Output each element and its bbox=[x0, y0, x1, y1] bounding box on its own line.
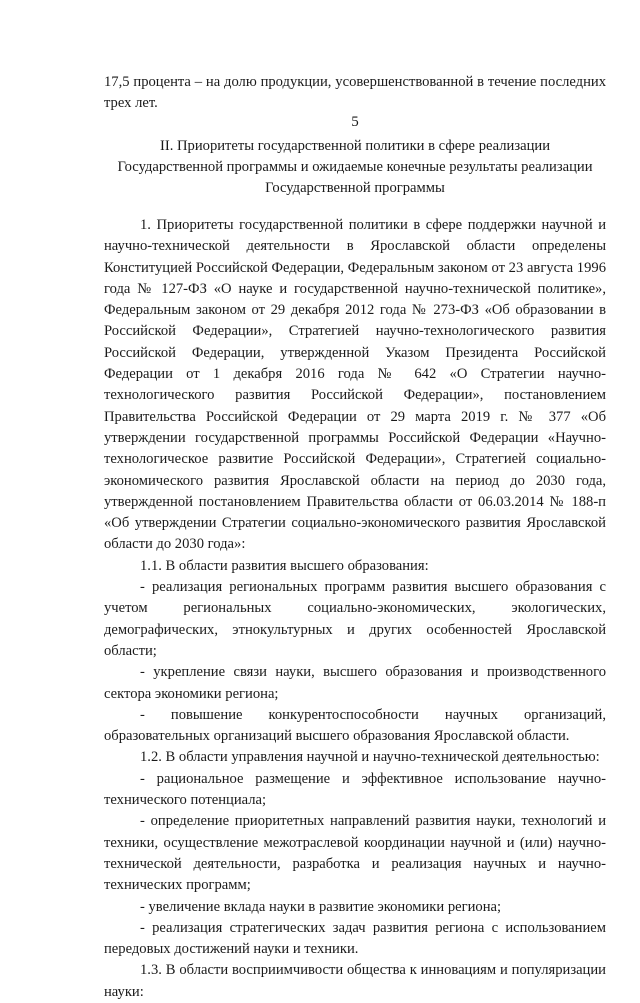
list-item: - определение приоритетных направлений развития науки, технологий и техники, осуществление межотраслевой координации научной и (или) научно-технической деятельности, разработка и реализация научных и научно-технических программ; bbox=[104, 813, 606, 894]
section-heading-line: II. Приоритеты государственной политики в сфере реализации bbox=[159, 138, 551, 154]
list-item: - реализация региональных программ развития высшего образования с учетом региональных социально-экономических, экологических, демографических, этнокультурных и других особенностей Ярославской области; bbox=[104, 579, 606, 659]
subsection-heading: 1.3. В области восприимчивости общества к инновациям и популяризации науки: bbox=[104, 962, 606, 1000]
list-item: - повышение конкурентоспособности научных организаций, образовательных организаций высшего образования Ярославской области. bbox=[104, 706, 606, 745]
list-item: - реализация стратегических задач развития региона с использованием передовых достижений науки и техники. bbox=[104, 919, 606, 958]
section-heading bbox=[104, 136, 606, 199]
document-page bbox=[0, 72, 640, 1000]
paragraph: 1. Приоритеты государственной политики в сфере поддержки научной и научно-технической деятельности в Ярославской области определены Конституцией Российской Федерации, Федеральным законом от 23 августа 1996 года № 127-ФЗ «О науке и государственной научно-технической политике», Федеральным законом от 29 декабря 2012 года № 273-ФЗ «Об образовании в Российской Федерации», Стратегией научно-технологического развития Российской Федерации, утвержденной Указом Президента Российской Федерации от 1 декабря 2016 года № 642 «О Стратегии научно-технологического развития Российской Федерации», постановлением Правительства Российской Федерации от 29 марта 2019 г. № 377 «Об утверждении государственной программы Российской Федерации «Научно-технологическое развитие Российской Федерации», Стратегией социально-экономического развития Ярославской области на период до 2030 года, утвержденной постановлением Правительства области от 06.03.2014 № 188-п «Об утверждении Стратегии социально-экономического развития Ярославской области до 2030 года»: bbox=[104, 217, 606, 553]
section-heading-line: Государственной программы bbox=[265, 180, 445, 196]
section-heading-line: Государственной программы и ожидаемые конечные результаты реализации bbox=[117, 159, 593, 175]
subsection-heading: 1.2. В области управления научной и научно-технической деятельностью: bbox=[140, 749, 600, 766]
page-number: 5 bbox=[351, 114, 359, 130]
list-item: - рациональное размещение и эффективное использование научно-технического потенциала; bbox=[104, 770, 606, 809]
list-item: - увеличение вклада науки в развитие экономики региона; bbox=[140, 898, 502, 915]
list-item: - укрепление связи науки, высшего образования и производственного сектора экономики региона; bbox=[104, 664, 606, 702]
intro-paragraph: 17,5 процента – на долю продукции, усовершенствованной в течение последних трех лет. bbox=[104, 74, 606, 111]
subsection-heading: 1.1. В области развития высшего образования: bbox=[140, 557, 429, 574]
body-text bbox=[104, 215, 606, 1003]
